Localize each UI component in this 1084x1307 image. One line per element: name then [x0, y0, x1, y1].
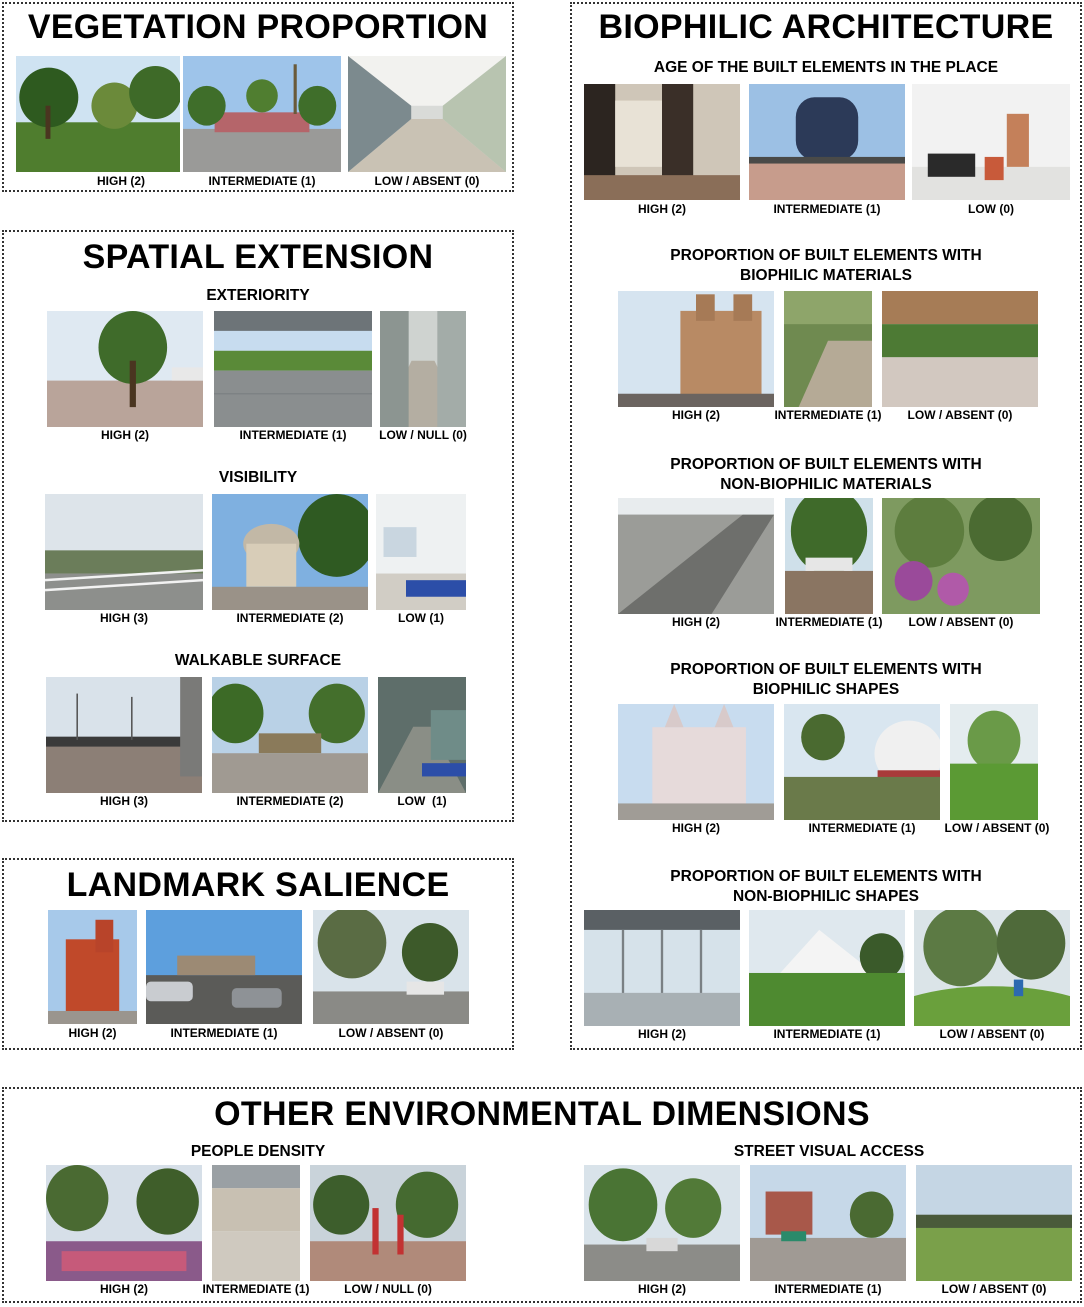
caption-low-absent: LOW / ABSENT (0): [338, 1026, 444, 1040]
exteriority-label: EXTERIORITY: [206, 287, 310, 304]
caption-intermediate: INTERMEDIATE (1): [774, 1282, 882, 1296]
caption-low-absent: LOW / ABSENT (0): [907, 408, 1013, 422]
bio-materials-label-line1: PROPORTION OF BUILT ELEMENTS WITH: [670, 247, 982, 264]
caption-high: HIGH (2): [101, 428, 149, 442]
caption-high: HIGH (2): [68, 1026, 117, 1040]
caption-high: HIGH (2): [638, 1027, 686, 1041]
photo-waiting-room: [376, 494, 466, 610]
caption-low-absent: LOW / ABSENT (0): [944, 821, 1050, 835]
caption-low: LOW (1): [398, 611, 444, 625]
photo-indoor-hallway: [380, 311, 466, 427]
caption-intermediate: INTERMEDIATE (2): [236, 611, 344, 625]
photo-open-field: [916, 1165, 1072, 1281]
nonbio-materials-label-line1: PROPORTION OF BUILT ELEMENTS WITH: [670, 456, 982, 473]
other-dimensions-panel: [2, 1087, 1082, 1303]
landmark-salience-panel: [2, 858, 514, 1050]
photo-dirt-path-trees: [785, 498, 873, 614]
age-built-elements-label: AGE OF THE BUILT ELEMENTS IN THE PLACE: [653, 59, 999, 76]
photo-tree-road: [313, 910, 469, 1024]
caption-low-absent: LOW / ABSENT (0): [374, 174, 480, 188]
walkable-surface-label: WALKABLE SURFACE: [174, 652, 342, 669]
photo-crowded-plaza: [46, 677, 202, 793]
caption-intermediate: INTERMEDIATE (1): [239, 428, 347, 442]
caption-low-null: LOW / NULL (0): [379, 428, 467, 442]
photo-garden-plaza: [212, 677, 368, 793]
caption-intermediate: INTERMEDIATE (1): [202, 1282, 310, 1296]
photo-glass-station: [584, 910, 740, 1026]
spatial-extension-title: SPATIAL EXTENSION: [82, 238, 434, 276]
vegetation-proportion-panel: [2, 2, 514, 192]
caption-high: HIGH (2): [97, 174, 145, 188]
photo-white-tent-lawn: [749, 910, 905, 1026]
photo-park-trees: [16, 56, 180, 172]
caption-high: HIGH (2): [100, 1282, 148, 1296]
biophilic-architecture-title: BIOPHILIC ARCHITECTURE: [598, 8, 1054, 46]
biophilic-architecture-panel: [570, 2, 1082, 1050]
nonbio-shapes-label-line1: PROPORTION OF BUILT ELEMENTS WITH: [670, 868, 982, 885]
caption-low-absent: LOW / ABSENT (0): [941, 1282, 1047, 1296]
caption-intermediate: INTERMEDIATE (2): [236, 794, 344, 808]
caption-intermediate: INTERMEDIATE (1): [808, 821, 916, 835]
photo-park-hill: [914, 910, 1070, 1026]
photo-modern-lobby: [912, 84, 1070, 200]
caption-high: HIGH (3): [100, 611, 148, 625]
photo-playground: [310, 1165, 466, 1281]
caption-high: HIGH (3): [100, 794, 148, 808]
caption-intermediate: INTERMEDIATE (1): [775, 615, 883, 629]
caption-high: HIGH (2): [638, 202, 686, 216]
caption-high: HIGH (2): [672, 821, 720, 835]
people-density-label: PEOPLE DENSITY: [190, 1143, 326, 1160]
caption-low: LOW (1): [397, 794, 447, 808]
photo-parking-lot: [750, 1165, 906, 1281]
photo-grass-lawn: [950, 704, 1038, 820]
other-dimensions-title: OTHER ENVIRONMENTAL DIMENSIONS: [214, 1095, 870, 1133]
caption-high: HIGH (2): [672, 408, 720, 422]
photo-open-plaza-tree: [47, 311, 203, 427]
caption-low-absent: LOW / ABSENT (0): [908, 615, 1014, 629]
caption-low-null: LOW / NULL (0): [344, 1282, 432, 1296]
vegetation-proportion-title: VEGETATION PROPORTION: [27, 8, 489, 46]
photo-concrete-ramp: [618, 498, 774, 614]
photo-plaza-trees: [183, 56, 341, 172]
photo-market-crowd: [46, 1165, 202, 1281]
photo-clinic-corridor: [378, 677, 466, 793]
photo-stone-ramp: [784, 291, 872, 407]
bio-shapes-label-line1: PROPORTION OF BUILT ELEMENTS WITH: [670, 661, 982, 678]
caption-intermediate: INTERMEDIATE (1): [208, 174, 316, 188]
photo-colonial-arcade: [584, 84, 740, 200]
photo-gothic-church: [618, 704, 774, 820]
visibility-label: VISIBILITY: [218, 469, 298, 486]
photo-red-church: [48, 910, 137, 1024]
caption-intermediate: INTERMEDIATE (1): [773, 1027, 881, 1041]
photo-modern-arch-building: [749, 84, 905, 200]
bio-materials-label-line2: BIOPHILIC MATERIALS: [740, 267, 912, 284]
spatial-extension-panel: [2, 230, 514, 822]
photo-kiosk-gazebo: [212, 494, 368, 610]
photo-curved-building-garden: [784, 704, 940, 820]
photo-seating-area: [212, 1165, 300, 1281]
street-visual-access-label: STREET VISUAL ACCESS: [733, 1143, 925, 1160]
photo-overpass-view: [45, 494, 203, 610]
bio-shapes-label-line2: BIOPHILIC SHAPES: [752, 681, 900, 698]
nonbio-shapes-label-line2: NON-BIOPHILIC SHAPES: [732, 888, 919, 905]
caption-intermediate: INTERMEDIATE (1): [170, 1026, 278, 1040]
photo-flower-garden: [882, 498, 1040, 614]
landmark-salience-title: LANDMARK SALIENCE: [66, 866, 450, 904]
caption-high: HIGH (2): [672, 615, 720, 629]
caption-high: HIGH (2): [638, 1282, 686, 1296]
nonbio-materials-label-line2: NON-BIOPHILIC MATERIALS: [720, 476, 932, 493]
photo-wood-canopy: [882, 291, 1038, 407]
photo-mall-corridor: [348, 56, 506, 172]
caption-low-absent: LOW / ABSENT (0): [939, 1027, 1045, 1041]
caption-low: LOW (0): [968, 202, 1014, 216]
photo-street-cars: [146, 910, 302, 1024]
caption-intermediate: INTERMEDIATE (1): [773, 202, 881, 216]
photo-covered-patio: [214, 311, 372, 427]
photo-stone-cathedral: [618, 291, 774, 407]
caption-intermediate: INTERMEDIATE (1): [774, 408, 882, 422]
photo-tree-lined-street: [584, 1165, 740, 1281]
